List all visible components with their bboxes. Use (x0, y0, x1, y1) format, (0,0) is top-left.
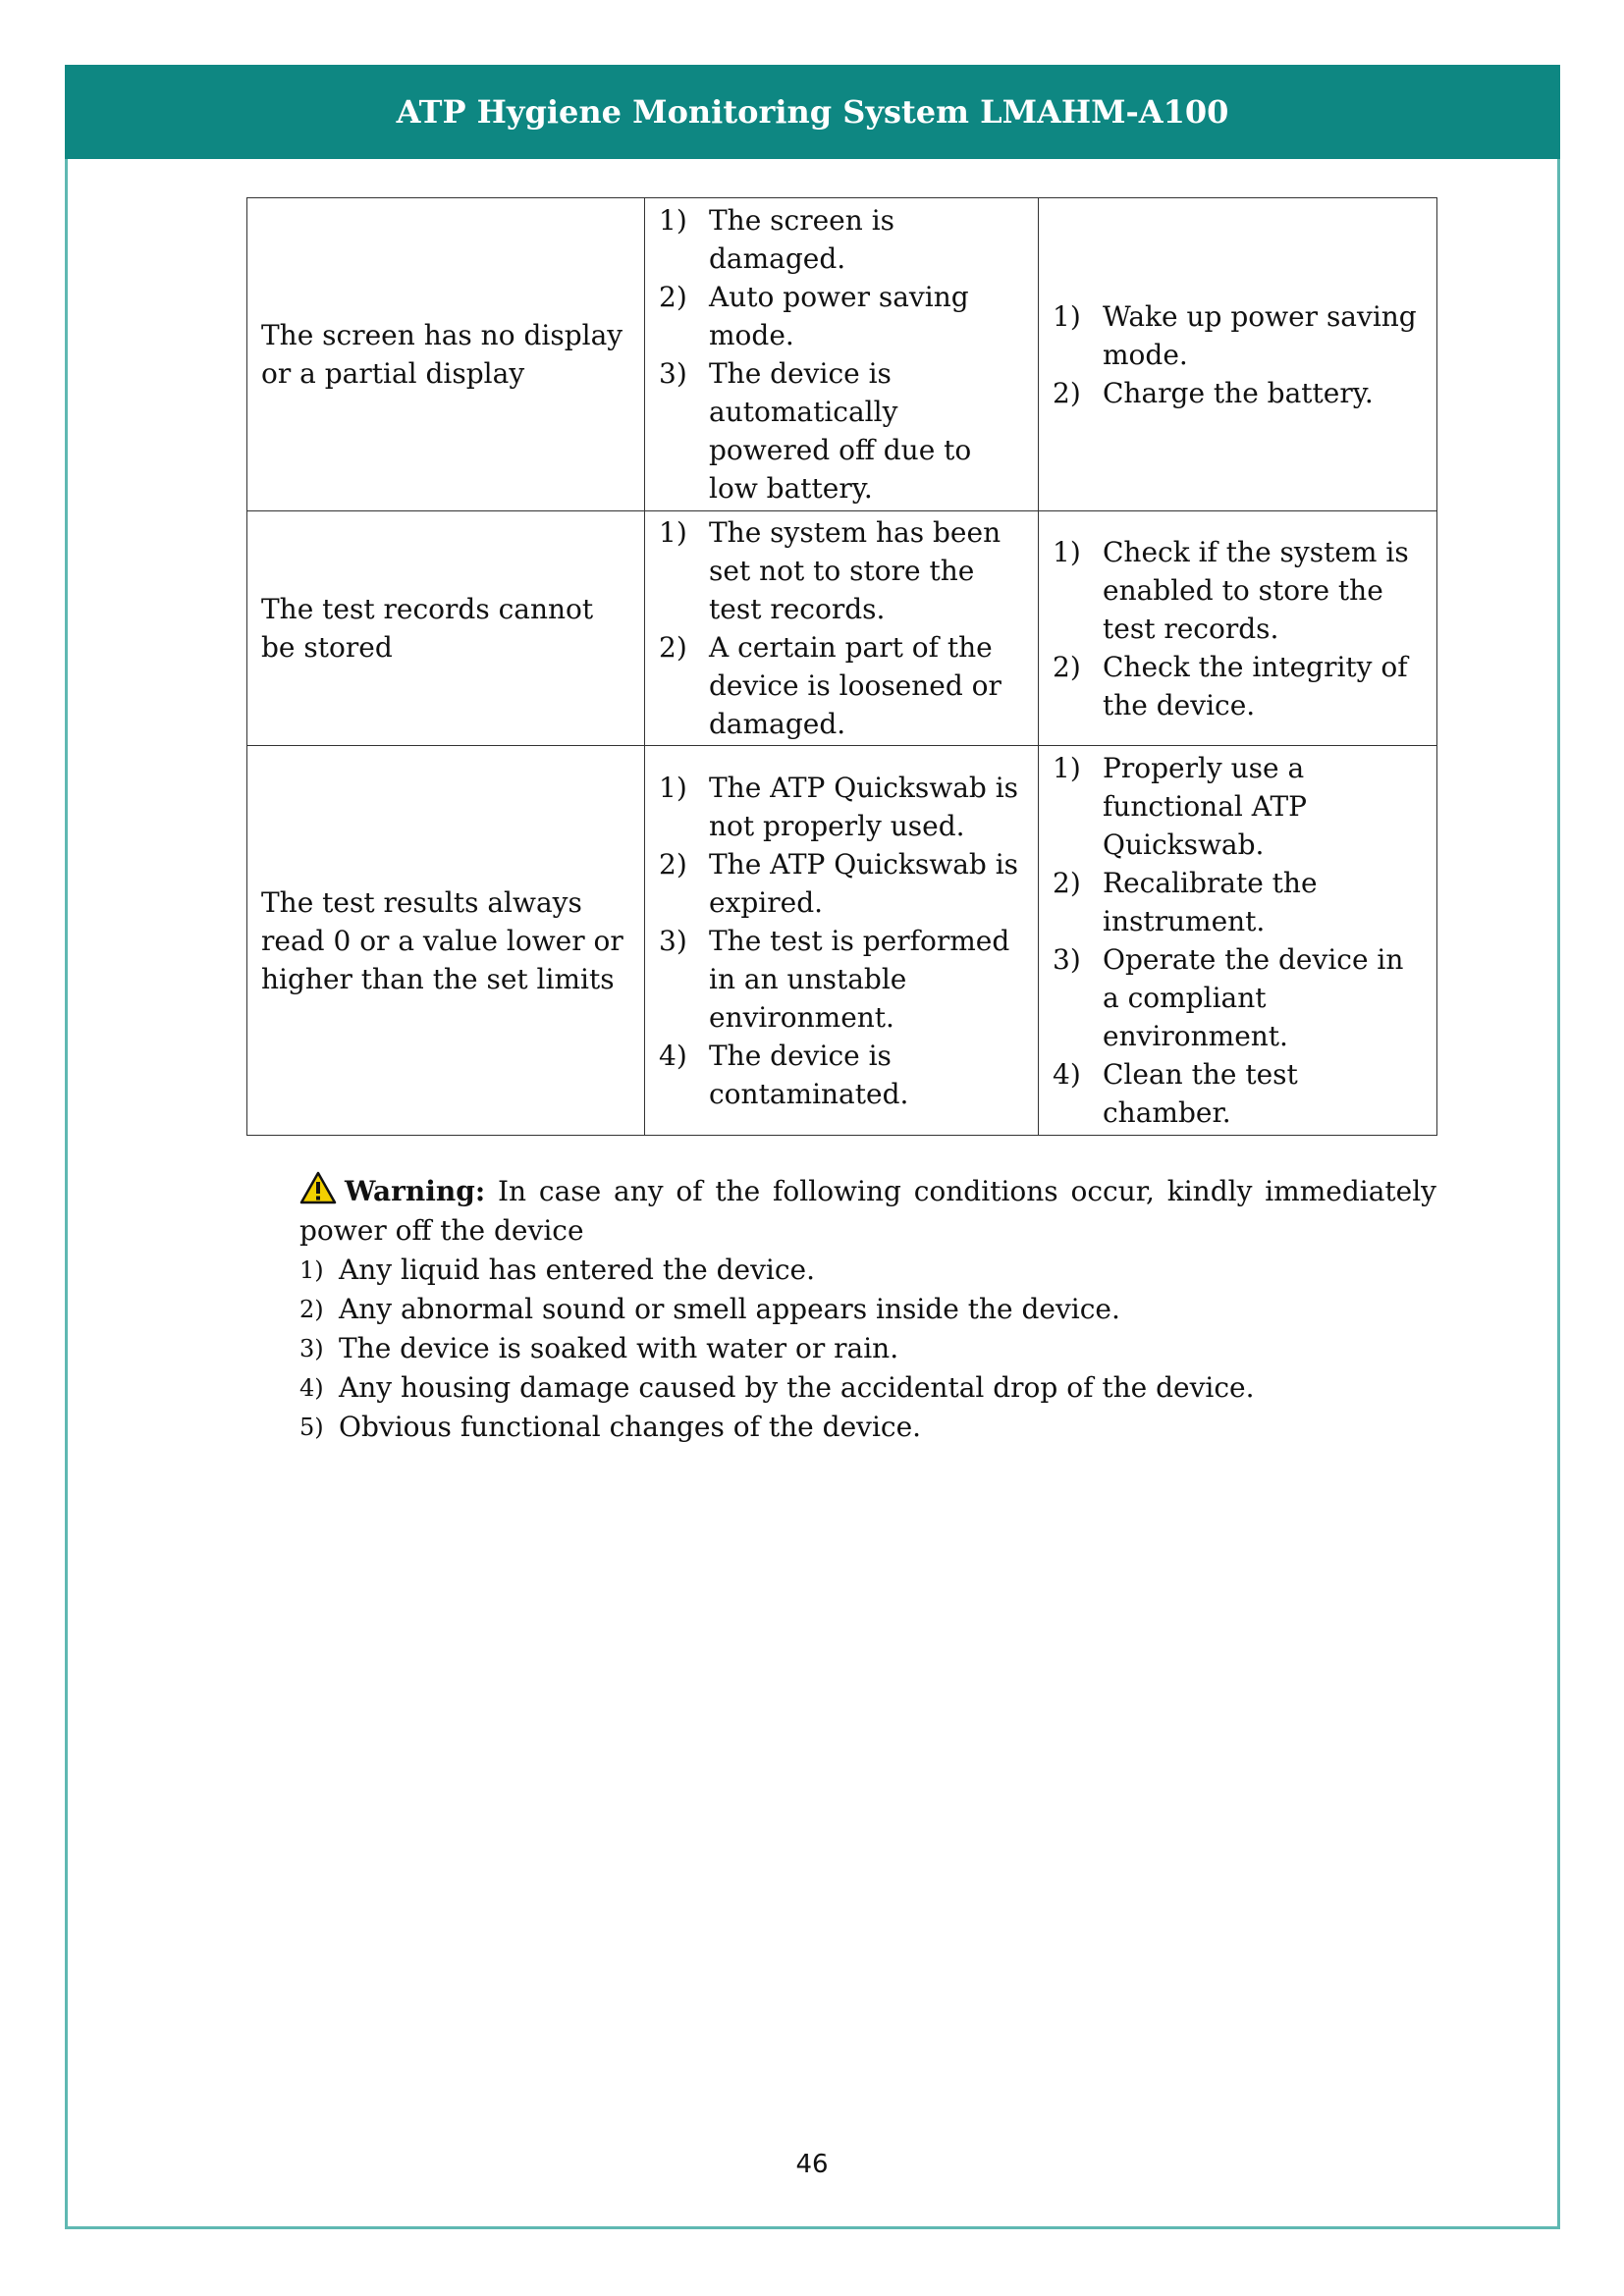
warning-triangle-icon (299, 1171, 337, 1204)
list-item: 1) Wake up power saving mode. (1053, 299, 1417, 371)
cause-text: The ATP Quickswab is not properly used. (709, 771, 1019, 842)
warning-item-text: Any housing damage caused by the accidental drop of the device. (339, 1371, 1255, 1404)
cause-text: The ATP Quickswab is expired. (709, 847, 1019, 919)
cause-text: The device is automatically powered off due to low battery. (709, 357, 972, 505)
list-item: 2) Any abnormal sound or smell appears inside the device. (299, 1293, 1120, 1325)
solution-text: Check the integrity of the device. (1103, 650, 1408, 721)
table-row (247, 746, 1437, 1136)
warning-item-text: Any liquid has entered the device. (339, 1254, 815, 1286)
cause-list (659, 513, 1024, 743)
solution-list (1053, 533, 1423, 724)
list-item: 2) Check the integrity of the device. (1053, 650, 1408, 721)
cause-text: The screen is damaged. (709, 204, 895, 275)
solution-text: Operate the device in a compliant environment. (1103, 943, 1404, 1052)
solution-text: Wake up power saving mode. (1103, 299, 1417, 371)
header-title: ATP Hygiene Monitoring System LMAHM-A100 (396, 93, 1229, 131)
cause-text: The device is contaminated. (709, 1039, 909, 1110)
solution-list (1053, 749, 1423, 1132)
list-item: 3) The test is performed in an unstable environment. (659, 924, 1010, 1034)
solution-cell (1039, 198, 1437, 511)
problem-cell (247, 511, 645, 746)
warning-text: In case any of the following conditions occur, kindly immediately power off the device (299, 1175, 1436, 1247)
list-item: 5) Obvious functional changes of the device. (299, 1411, 922, 1443)
solution-cell (1039, 746, 1437, 1136)
problem-text: The test records cannot be stored (261, 593, 594, 664)
warning-lead (299, 1171, 1436, 1251)
list-item: 1) The system has been set not to store the test records. (659, 516, 1001, 625)
list-item: 1) The ATP Quickswab is not properly used. (659, 771, 1019, 842)
list-item: 1) Check if the system is enabled to store the test records. (1053, 535, 1409, 645)
cause-text: Auto power saving mode. (709, 281, 969, 351)
list-item: 3) The device is soaked with water or rain. (299, 1332, 899, 1364)
list-item: 4) The device is contaminated. (659, 1039, 909, 1110)
problem-text: The screen has no display or a partial display (261, 319, 623, 390)
warning-block (299, 1171, 1436, 1447)
solution-text: Check if the system is enabled to store the test records. (1103, 535, 1409, 645)
list-item: 1) Properly use a functional ATP Quickswab. (1053, 752, 1307, 861)
cause-list (659, 201, 1024, 507)
problem-text: The test results always read 0 or a value lower or higher than the set limits (261, 885, 623, 995)
list-item: 1) The screen is damaged. (659, 204, 895, 275)
page-number: 46 (795, 2150, 829, 2179)
list-item: 2) Charge the battery. (1053, 376, 1374, 409)
list-item: 3) The device is automatically powered off due to low battery. (659, 357, 972, 505)
cause-cell (645, 198, 1039, 511)
solution-text: Recalibrate the instrument. (1103, 867, 1318, 937)
cause-text: The system has been set not to store the test records. (709, 516, 1001, 625)
cause-text: The test is performed in an unstable environment. (709, 924, 1010, 1034)
cause-text: A certain part of the device is loosened or damaged. (709, 631, 1001, 740)
cause-cell (645, 746, 1039, 1136)
list-item: 2) The ATP Quickswab is expired. (659, 847, 1019, 919)
list-item: 3) Operate the device in a compliant environment. (1053, 943, 1404, 1052)
list-item: 4) Any housing damage caused by the accidental drop of the device. (299, 1371, 1255, 1404)
warning-item-text: The device is soaked with water or rain. (339, 1332, 899, 1364)
list-item: 2) Recalibrate the instrument. (1053, 867, 1318, 937)
solution-cell (1039, 511, 1437, 746)
cause-list (659, 769, 1024, 1113)
problem-cell (247, 198, 645, 511)
solution-text: Clean the test chamber. (1103, 1058, 1298, 1129)
troubleshooting-table (246, 197, 1437, 1136)
warning-item-text: Obvious functional changes of the device. (339, 1411, 922, 1443)
cause-cell (645, 511, 1039, 746)
table-row (247, 198, 1437, 511)
table-row (247, 511, 1437, 746)
problem-cell (247, 746, 645, 1136)
list-item: 2) A certain part of the device is loosened or damaged. (659, 631, 1001, 740)
list-item: 1) Any liquid has entered the device. (299, 1254, 815, 1286)
page-header (65, 65, 1560, 159)
solution-text: Properly use a functional ATP Quickswab. (1103, 752, 1307, 861)
list-item: 4) Clean the test chamber. (1053, 1058, 1298, 1129)
warning-list (299, 1251, 1436, 1447)
list-item: 2) Auto power saving mode. (659, 281, 969, 351)
solution-list (1053, 297, 1423, 412)
warning-label: Warning: (345, 1175, 486, 1207)
solution-text: Charge the battery. (1103, 376, 1374, 409)
warning-item-text: Any abnormal sound or smell appears inside the device. (339, 1293, 1120, 1325)
